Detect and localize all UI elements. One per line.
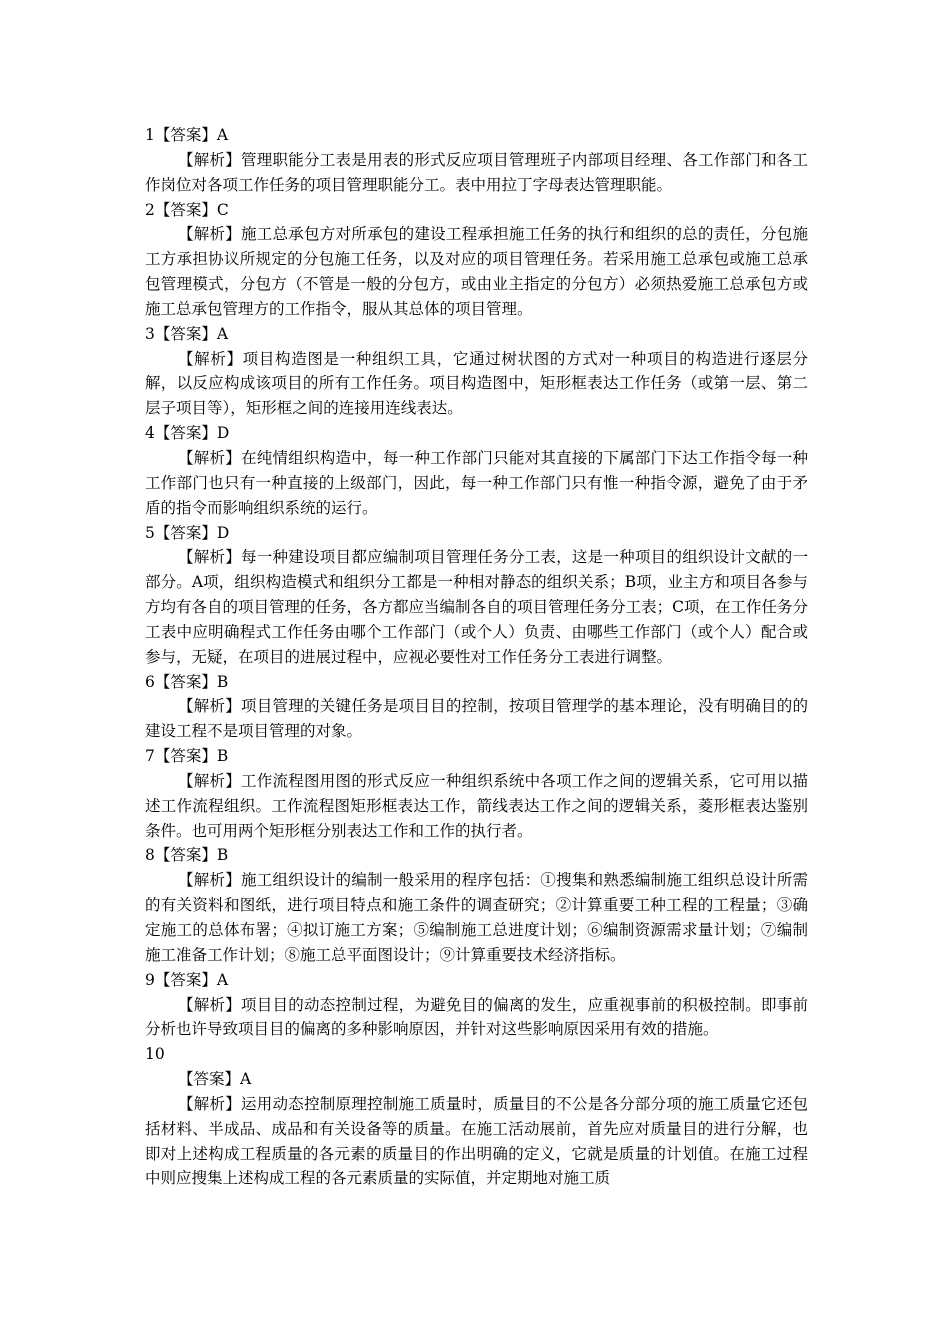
question-8 [145,843,808,967]
question-3 [145,322,808,421]
analysis-paragraph: 【解析】项目目的动态控制过程，为避免目的偏离的发生，应重视事前的积极控制。即事前分析也许导致项目目的偏离的多种影响原因，并针对这些影响原因采用有效的措施。 [145,995,808,1039]
question-7 [145,744,808,843]
answer-line: 5【答案】D [145,523,230,542]
question-number: 10 [145,1045,165,1064]
question-1 [145,123,808,198]
answer-line: 3【答案】A [145,324,229,343]
question-5 [145,521,808,670]
question-4 [145,421,808,520]
question-2 [145,198,808,322]
analysis-paragraph: 【解析】在纯情组织构造中，每一种工作部门只能对其直接的下属部门下达工作指令每一种工作部门也只有一种直接的上级部门，因此，每一种工作部门只有惟一种指令源，避免了由于矛盾的指令而影响组织系统的运行。 [145,448,808,517]
question-9 [145,968,808,1043]
answer-line: 2【答案】C [145,200,229,219]
analysis-paragraph: 【解析】施工总承包方对所承包的建设工程承担施工任务的执行和组织的总的责任，分包施工方承担协议所规定的分包施工任务，以及对应的项目管理任务。若采用施工总承包或施工总承包管理模式，分包方（不管是一般的分包方，或由业主指定的分包方）必须热爱施工总承包方或施工总承包管理方的工作指令，服从其总体的项目管理。 [145,225,808,318]
analysis-paragraph: 【解析】施工组织设计的编制一般采用的程序包括：①搜集和熟悉编制施工组织总设计所需的有关资料和图纸，进行项目特点和施工条件的调查研究；②计算重要工种工程的工程量；③确定施工的总体布署；④拟订施工方案；⑤编制施工总进度计划；⑥编制资源需求量计划；⑦编制施工准备工作计划；⑧施工总平面图设计；⑨计算重要技术经济指标。 [145,871,808,964]
answer-line: 6【答案】B [145,672,229,691]
analysis-paragraph: 【解析】项目构造图是一种组织工具，它通过树状图的方式对一种项目的构造进行逐层分解，以反应构成该项目的所有工作任务。项目构造图中，矩形框表达工作任务（或第一层、第二层子项目等），矩形框之间的连接用连线表达。 [145,349,808,418]
answer-line: 【答案】A [178,1070,252,1089]
question-10 [145,1042,808,1191]
answer-line: 9【答案】A [145,970,229,989]
answer-line: 7【答案】B [145,747,229,766]
analysis-paragraph: 【解析】工作流程图用图的形式反应一种组织系统中各项工作之间的逻辑关系，它可用以描述工作流程组织。工作流程图矩形框表达工作，箭线表达工作之间的逻辑关系，菱形框表达鉴别条件。也可用两个矩形框分别表达工作和工作的执行者。 [145,771,808,840]
answer-line: 4【答案】D [145,424,230,443]
analysis-paragraph: 【解析】运用动态控制原理控制施工质量时，质量目的不公是各分部分项的施工质量它还包括材料、半成品、成品和有关设备等的质量。在施工活动展前，首先应对质量目的进行分解，也即对上述构成工程质量的各元素的质量目的作出明确的定义，它就是质量的计划值。在施工过程中则应搜集上述构成工程的各元素质量的实际值，并定期地对施工质 [145,1094,808,1188]
answer-line: 8【答案】B [145,846,229,865]
question-6 [145,670,808,745]
analysis-paragraph: 【解析】管理职能分工表是用表的形式反应项目管理班子内部项目经理、各工作部门和各工作岗位对各项工作任务的项目管理职能分工。表中用拉丁字母表达管理职能。 [145,150,808,194]
answer-line: 1【答案】A [145,126,229,144]
document-body [145,123,808,1191]
analysis-paragraph: 【解析】项目管理的关键任务是项目目的控制，按项目管理学的基本理论，没有明确目的的建设工程不是项目管理的对象。 [145,697,808,741]
analysis-paragraph: 【解析】每一种建设项目都应编制项目管理任务分工表，这是一种项目的组织设计文献的一部分。A项，组织构造模式和组织分工都是一种相对静态的组织关系；B项，业主方和项目各参与方均有各自的项目管理的任务，各方都应当编制各自的项目管理任务分工表；C项，在工作任务分工表中应明确程式工作任务由哪个工作部门（或个人）负责、由哪些工作部门（或个人）配合或参与，无疑，在项目的进展过程中，应视必要性对工作任务分工表进行调整。 [145,548,808,666]
